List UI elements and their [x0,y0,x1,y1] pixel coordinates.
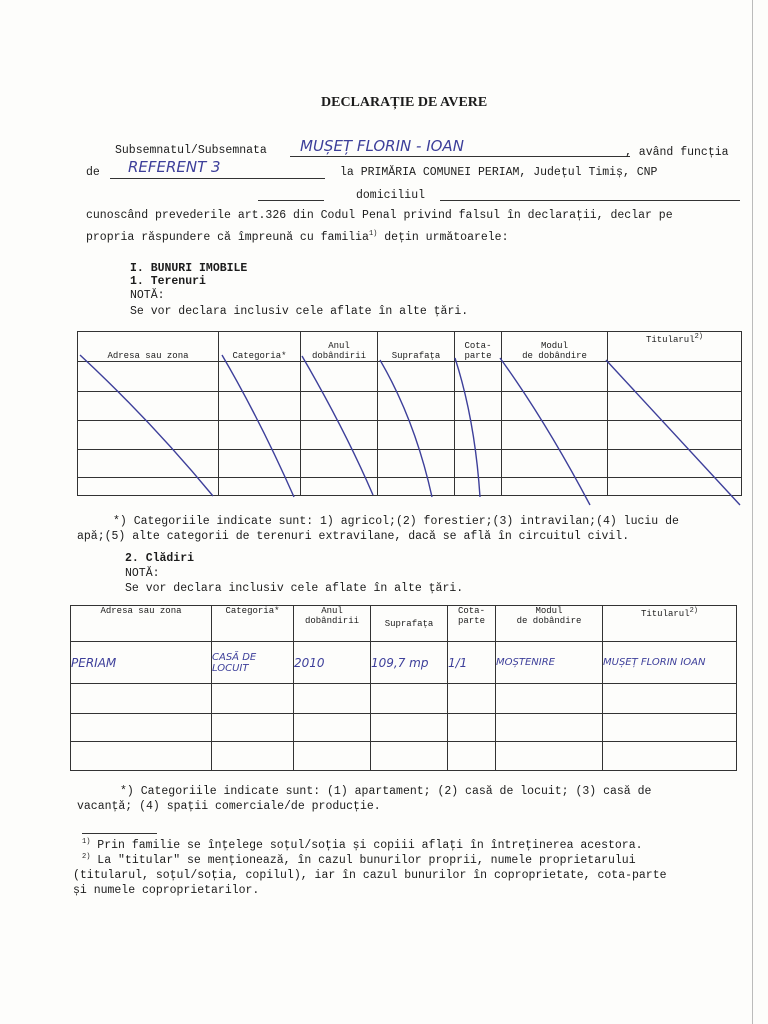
nota-label-1: NOTĂ: [130,289,165,302]
subsection-terenuri: 1. Terenuri [130,275,206,288]
de-label: de [86,166,100,179]
footnote-2c: și numele coproprietarilor. [73,884,260,897]
cladiri-table [70,605,737,771]
subsemnatul-label: Subsemnatul/Subsemnata [115,144,267,157]
col2-cota-l2: parte [457,616,485,626]
subsection-cladiri: 2. Clădiri [125,552,195,565]
avand-functia-label: , având funcția [625,146,729,159]
institution-text: la PRIMĂRIA COMUNEI PERIAM, Județul Timiș, CNP [340,166,658,179]
col-cota-l2: parte [464,351,492,361]
footnote-2b: (titularul, soțul/soția, copilul), iar în cazul bunurilor în coproprietate, cota-parte [73,869,667,882]
footnote-ref-2b: 2) [689,607,698,615]
cell-cota: 1/1 [448,642,496,684]
cladiri-footnote-2: vacanță; (4) spații comerciale/de producție. [77,800,381,813]
cell-modul: MOȘTENIRE [496,642,603,684]
cell-suprafata: 109,7 mp [371,642,448,684]
footnote-1-text: Prin familie se înțelege soțul/soția și copiii aflați în întreținerea acestora. [90,838,643,852]
col-adresa: Adresa sau zona [78,332,219,362]
footnote-separator [82,833,157,834]
intro-line-3: cunoscând prevederile art.326 din Codul Penal privind falsul în declarații, declar pe [86,209,673,222]
terenuri-footnote-2: apă;(5) alte categorii de terenuri extravilane, dacă se află în circuitul civil. [77,530,630,543]
footnote-2a [82,853,636,867]
footnote-1-marker: 1) [82,838,91,846]
footnote-2a-text: La "titular" se menționează, în cazul bunurilor proprii, numele proprietarului [90,853,636,867]
footnote-1 [82,838,643,852]
name-handwritten: MUȘEȚ FLORIN - IOAN [300,137,464,155]
section-bunuri-imobile: I. BUNURI IMOBILE [130,262,248,275]
col2-categoria: Categoria* [212,606,294,642]
col2-cota [448,606,496,642]
col2-cota-l1: Cota- [457,606,485,616]
col2-modul [496,606,603,642]
col-anul-l1: Anul [328,341,350,351]
footnote-ref-2: 2) [694,333,703,341]
document-title: DECLARAȚIE DE AVERE [321,95,488,110]
intro-line-4b: dețin următoarele: [377,230,509,244]
domiciliul-label: domiciliul [356,189,426,202]
col-categoria: Categoria* [219,332,301,362]
cladiri-footnote-1: *) Categoriile indicate sunt: (1) apartament; (2) casă de locuit; (3) casă de [120,785,652,798]
cell-anul: 2010 [294,642,371,684]
col2-modul-l1: Modul [535,606,563,616]
col2-anul-l1: Anul [321,606,343,616]
col-anul-l2: dobândirii [311,351,366,361]
intro-line-4a: propria răspundere că împreună cu familia [86,230,369,244]
col-modul-l1: Modul [540,341,568,351]
function-handwritten: REFERENT 3 [128,158,221,176]
cell-categoria: CASĂ DE LOCUIT [212,642,294,684]
nota-text-1: Se vor declara inclusiv cele aflate în alte țări. [130,305,469,318]
footnote-ref-1: 1) [368,230,378,238]
col2-anul-l2: dobândirii [304,616,359,626]
col2-titular: Titularul$^{2)}$ [603,606,737,642]
col-titular: Titularul$^{2)}$ [608,332,742,362]
col-cota-l1: Cota- [464,341,492,351]
nota-label-2: NOTĂ: [125,567,160,580]
col2-adresa: Adresa sau zona [71,606,212,642]
col2-anul [294,606,371,642]
col2-suprafata: Suprafața [371,606,448,642]
nota-text-2: Se vor declara inclusiv cele aflate în alte țări. [125,582,464,595]
cladiri-row-1 [71,642,737,684]
col-suprafata: Suprafața [378,332,455,362]
cell-adresa: PERIAM [71,642,212,684]
cell-titular: MUȘEȚ FLORIN IOAN [603,642,737,684]
col2-modul-l2: de dobândire [516,616,582,626]
col-modul-l2: de dobândire [522,351,587,361]
terenuri-footnote-1: *) Categoriile indicate sunt: 1) agricol;(2) forestier;(3) intravilan;(4) luciu de [113,515,679,528]
footnote-2-marker: 2) [82,853,91,861]
